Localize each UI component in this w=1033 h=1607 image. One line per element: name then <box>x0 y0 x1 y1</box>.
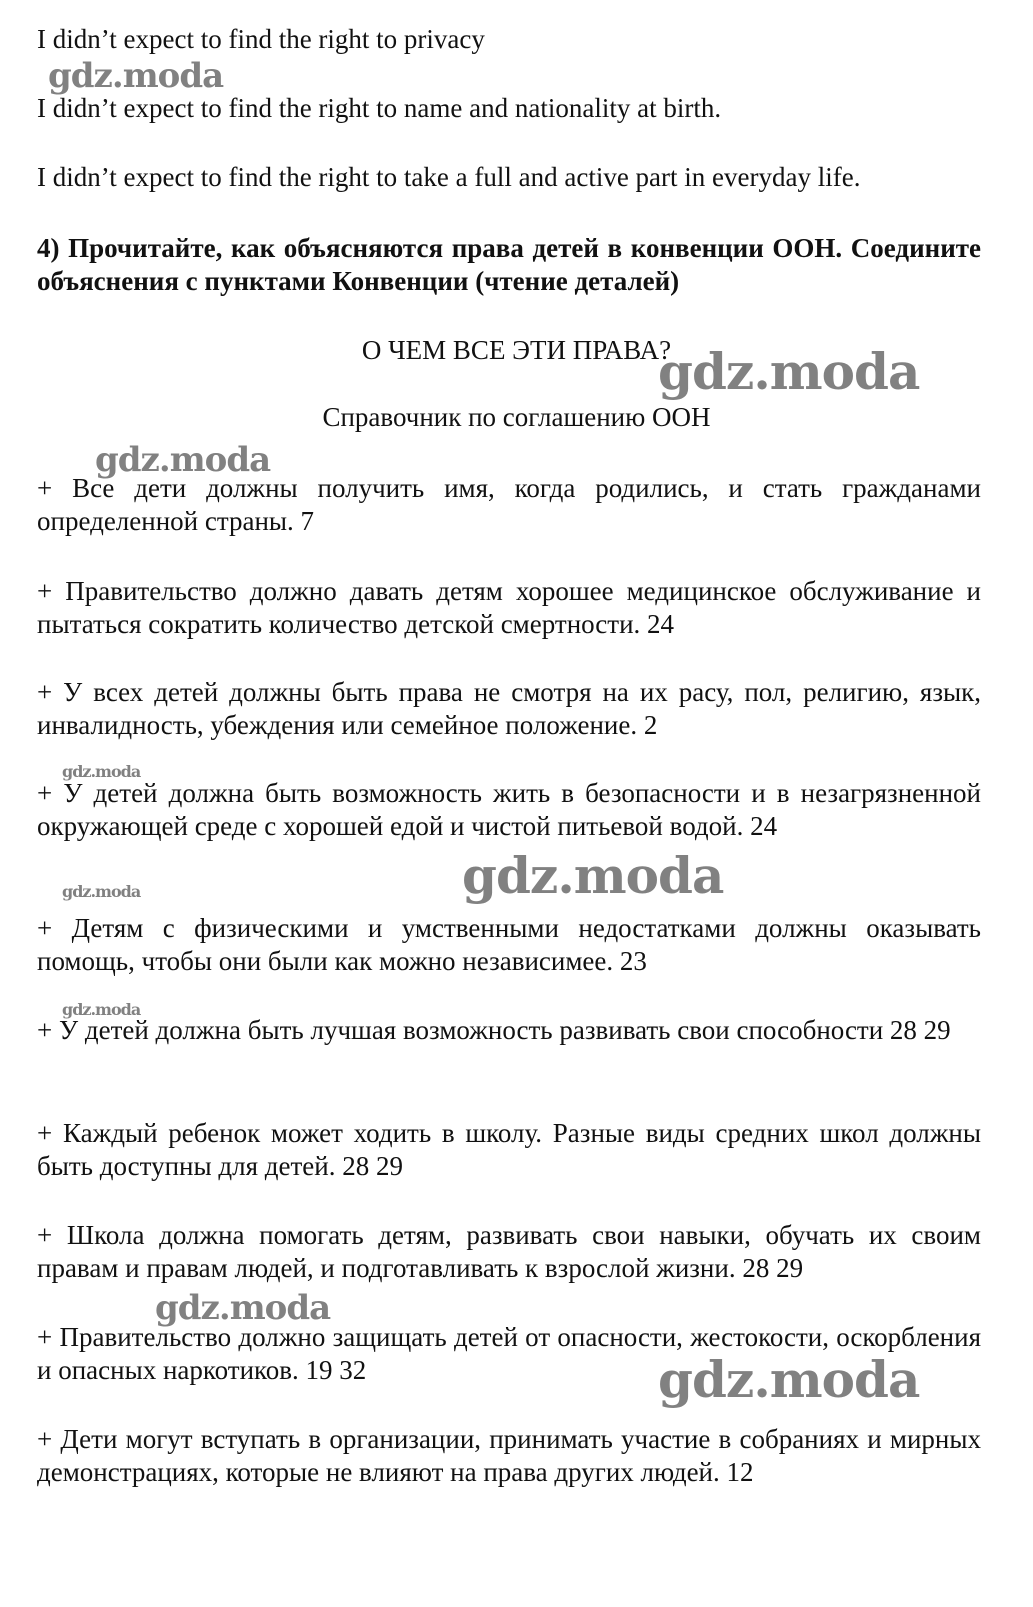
list-item-disabled-children: + Детям с физическими и умственными недостатками должны оказывать помощь, чтобы они были как можно независимее. 23 <box>37 913 981 976</box>
watermark: gdz.moda <box>48 56 224 96</box>
watermark: gdz.moda <box>62 882 141 901</box>
watermark: gdz.moda <box>462 846 724 905</box>
watermark: gdz.moda <box>62 762 141 781</box>
section-title: О ЧЕМ ВСЕ ЭТИ ПРАВА? <box>361 335 672 365</box>
task-heading: 4) Прочитайте, как объясняются права детей в конвенции ООН. Соедините объяснения с пунктами Конвенции (чтение деталей) <box>37 233 981 296</box>
list-item-school-skills: + Школа должна помогать детям, развивать свои навыки, обучать их своим правам и правам людей, и подготавливать к взрослой жизни. 28 29 <box>37 1220 981 1283</box>
english-line-active-part: I didn’t expect to find the right to take a full and active part in everyday life. <box>37 162 861 192</box>
english-line-name-nationality: I didn’t expect to find the right to name and nationality at birth. <box>37 93 722 123</box>
section-subtitle: Справочник по соглашению ООН <box>322 402 711 432</box>
list-item-medical-care: + Правительство должно давать детям хорошее медицинское обслуживание и пытаться сократить количество детской смертности. 24 <box>37 576 981 639</box>
watermark: gdz.moda <box>658 1350 920 1409</box>
list-item-name-citizenship: + Все дети должны получить имя, когда родились, и стать гражданами определенной страны. 7 <box>37 473 981 536</box>
list-item-protection: + Правительство должно защищать детей от опасности, жестокости, оскорбления и опасных наркотиков. 19 32 <box>37 1322 981 1385</box>
english-line-privacy: I didn’t expect to find the right to privacy <box>37 24 485 54</box>
list-item-school-access: + Каждый ребенок может ходить в школу. Разные виды средних школ должны быть доступны для детей. 28 29 <box>37 1118 981 1181</box>
list-item-develop-abilities: + У детей должна быть лучшая возможность развивать свои способности 28 29 <box>37 1015 951 1045</box>
list-item-safe-environment: + У детей должна быть возможность жить в безопасности и в незагрязненной окружающей среде с хорошей едой и чистой питьевой водой. 24 <box>37 778 981 841</box>
list-item-equal-rights: + У всех детей должны быть права не смотря на их расу, пол, религию, язык, инвалидность, убеждения или семейное положение. 2 <box>37 677 981 740</box>
list-item-organizations: + Дети могут вступать в организации, принимать участие в собраниях и мирных демонстрациях, которые не влияют на права других людей. 12 <box>37 1424 981 1487</box>
watermark: gdz.moda <box>62 1000 141 1019</box>
watermark: gdz.moda <box>95 440 271 480</box>
watermark: gdz.moda <box>658 342 920 401</box>
watermark: gdz.moda <box>155 1288 331 1328</box>
